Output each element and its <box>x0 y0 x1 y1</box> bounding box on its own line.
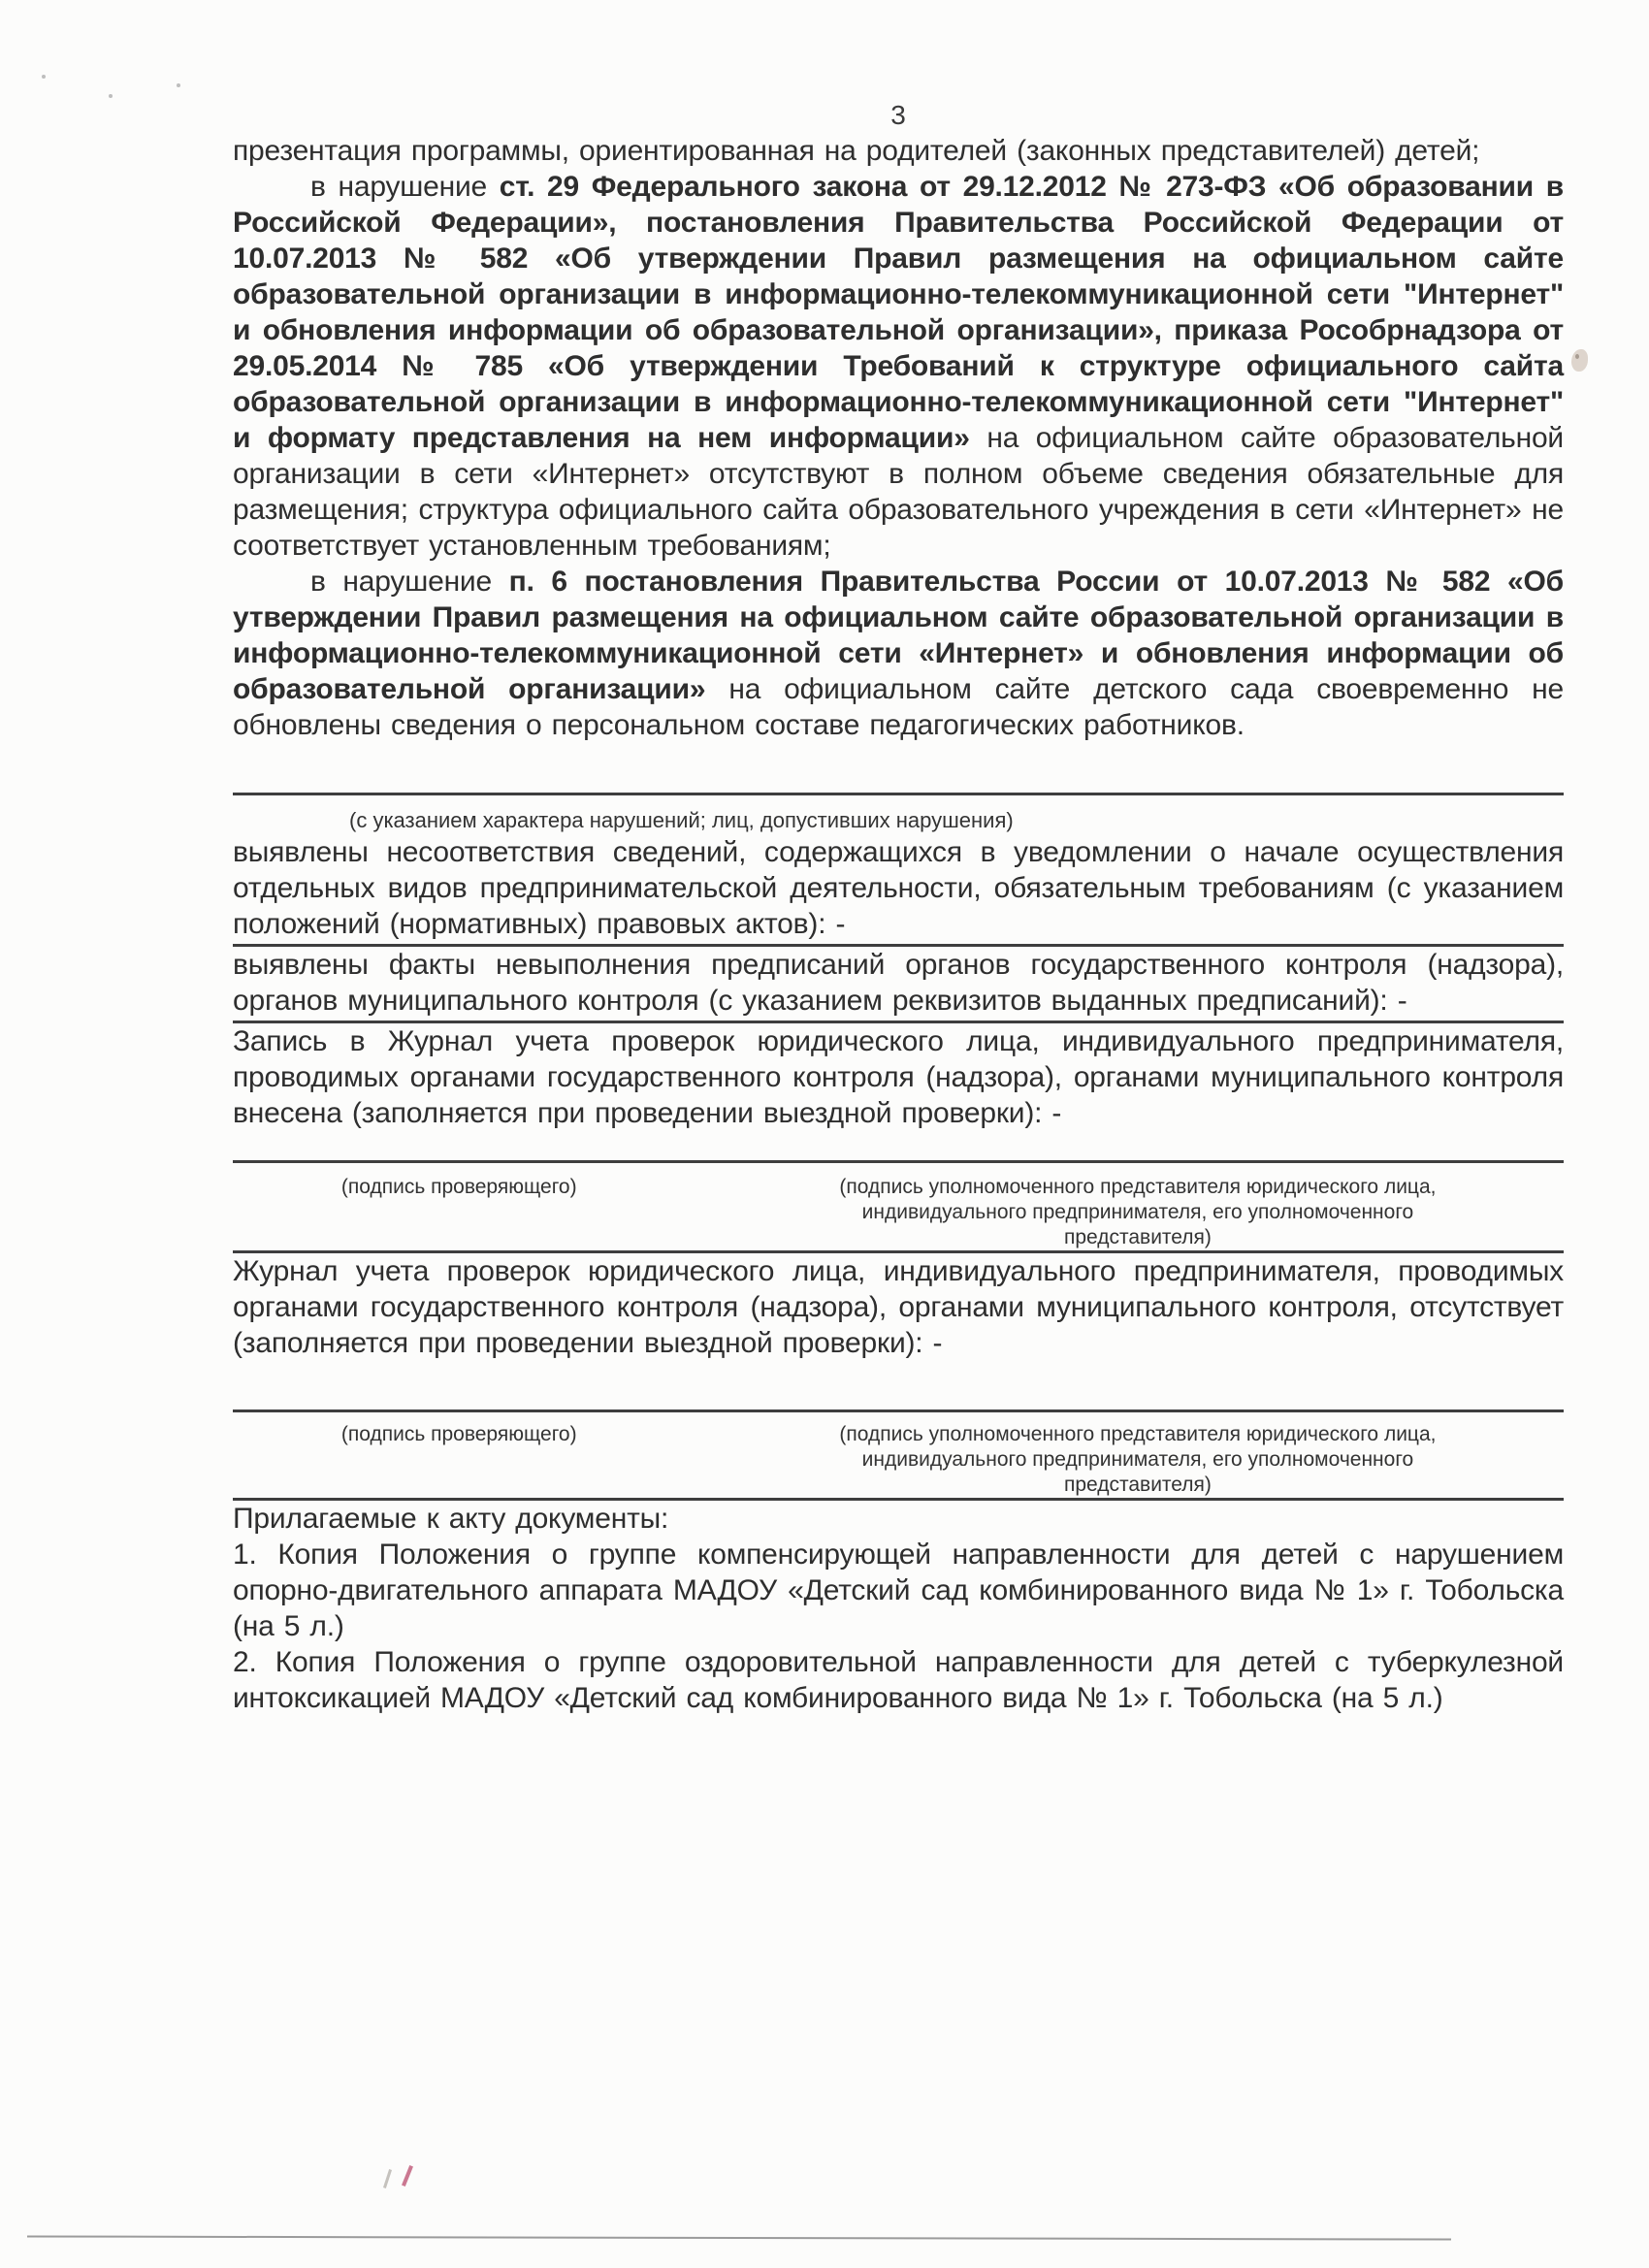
representative-signature-caption-line2: индивидуального предпринимателя, его уполномоченного <box>861 1201 1414 1223</box>
signature-line <box>233 1160 1564 1163</box>
signature-captions-row <box>233 1422 1564 1498</box>
inspector-signature-caption: (подпись проверяющего) <box>340 1423 577 1445</box>
paragraph-discrepancies-found: выявлены несоответствия сведений, содержащихся в уведомлении о начале осуществления отдельных видов предпринимательской деятельности, обязательным требованиям (с указанием положений (нормативных) правовых актов): - <box>233 836 1564 940</box>
scan-blob-artifact <box>1571 349 1588 372</box>
violations-nature-caption: (с указанием характера нарушений; лиц, допустивших нарушения) <box>349 808 1014 832</box>
representative-signature-caption <box>819 1175 1458 1250</box>
paragraph-journal-entry-made: Запись в Журнал учета проверок юридического лица, индивидуального предпринимателя, проводимых органами государственного контроля (надзора), органами муниципального контроля внесена (заполняется при проведении выездной проверки): - <box>233 1025 1564 1129</box>
representative-signature-caption-line1: (подпись уполномоченного представителя юридического лица, <box>839 1423 1437 1445</box>
signature-line <box>233 1409 1564 1412</box>
inspector-signature-caption: (подпись проверяющего) <box>340 1176 577 1198</box>
violation-legal-reference-2-bold: п. 6 постановления Правительства России от 10.07.2013 № 582 «Об утверждении Правил размещения на официальном сайте образовательной организации в информационно-телекоммуникационной сети «Интернет» и обновления информации об образовательной организации» <box>233 566 1564 705</box>
violation-description: на официальном сайте образовательной организации в сети «Интернет» отсутствуют в полном объеме сведения обязательные для размещения; структура официального сайта образовательного учреждения в сети «Интернет» не соответствует установленным требованиям; <box>233 422 1564 562</box>
representative-signature-caption-line2: индивидуального предпринимателя, его уполномоченного <box>861 1448 1414 1471</box>
violation-description-2: на официальном сайте детского сада своевременно не обновлены сведения о персональном составе педагогических работников. <box>233 673 1564 741</box>
document-content <box>233 0 1564 1716</box>
signature-caption-spacer <box>685 1175 818 1250</box>
representative-signature-caption-line3: представителя) <box>1063 1226 1212 1248</box>
paragraph-program-presentation: презентация программы, ориентированная на родителей (законных представителей) детей; <box>233 135 1480 167</box>
attachments-title: Прилагаемые к акту документы: <box>233 1503 669 1535</box>
attachment-item-1: 1. Копия Положения о группе компенсирующей направленности для детей с нарушением опорно-двигательного аппарата МАДОУ «Детский сад комбинированного вида № 1» г. Тобольска (на 5 л.) <box>233 1539 1564 1642</box>
scan-speck <box>177 83 180 87</box>
page-bottom-scan-line <box>27 2235 1451 2240</box>
page-number: 3 <box>890 100 906 130</box>
violation-legal-reference-bold: ст. 29 Федерального закона от 29.12.2012 № 273-ФЗ «Об образовании в Российской Федерации», постановления Правительства Российской Федерации от 10.07.2013 № 582 «Об утверждении Правил размещения на официальном сайте образовательной организации в информационно-телекоммуникационной сети "Интернет" и обновления информации об образовательной организации», приказа Рособрнадзора от 29.05.2014 № 785 «Об утверждении Требований к структуре официального сайта образовательной организации в информационно-телекоммуникационной сети "Интернет" и формату представления на нем информации» <box>233 171 1564 454</box>
paragraph-journal-absent: Журнал учета проверок юридического лица, индивидуального предпринимателя, проводимых органами государственного контроля (надзора), органами муниципального контроля, отсутствует (заполняется при проведении выездной проверки): - <box>233 1255 1564 1359</box>
scan-speck <box>42 75 46 79</box>
violation-prefix: в нарушение <box>310 171 500 203</box>
paragraph-violation-p6 <box>233 564 1564 743</box>
signature-caption-spacer <box>685 1422 818 1498</box>
representative-signature-caption-line3: представителя) <box>1063 1474 1212 1496</box>
attachment-item-2: 2. Копия Положения о группе оздоровительной направленности для детей с туберкулезной интоксикацией МАДОУ «Детский сад комбинированного вида № 1» г. Тобольска (на 5 л.) <box>233 1646 1564 1714</box>
representative-signature-caption-line1: (подпись уполномоченного представителя юридического лица, <box>839 1176 1437 1198</box>
violation-prefix-2: в нарушение <box>310 566 509 598</box>
signature-captions-row <box>233 1175 1564 1250</box>
representative-signature-caption <box>819 1422 1458 1498</box>
separator-line <box>233 793 1564 795</box>
pen-mark-gray <box>383 2169 392 2188</box>
paragraph-violation-art29 <box>233 169 1564 564</box>
scan-speck <box>109 94 113 98</box>
pen-mark-red <box>402 2165 413 2187</box>
paragraph-noncompliance-facts: выявлены факты невыполнения предписаний органов государственного контроля (надзора), органов муниципального контроля (с указанием реквизитов выданных предписаний): - <box>233 949 1564 1017</box>
